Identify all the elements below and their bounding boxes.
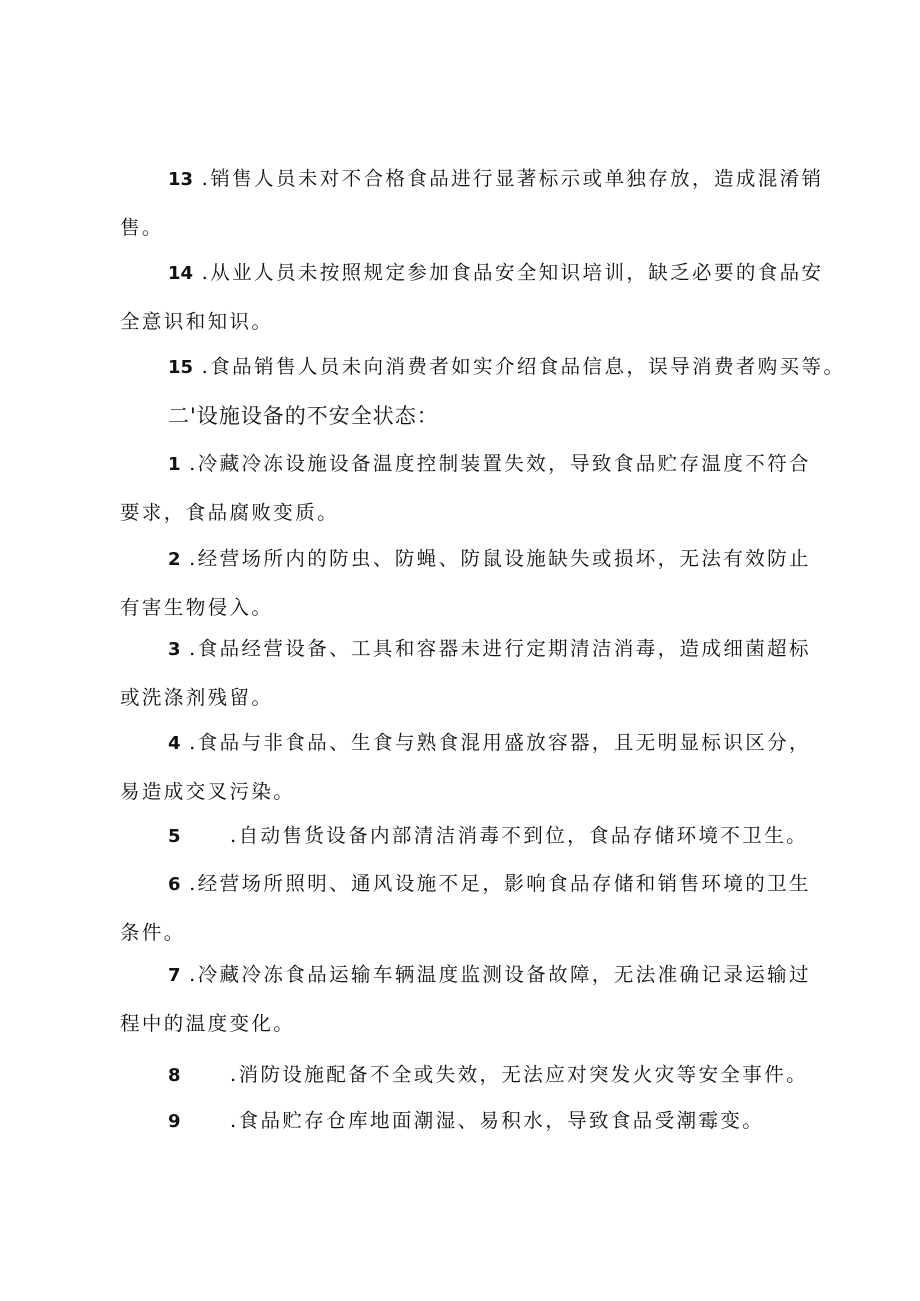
item-number: 1 [168, 454, 181, 475]
item-text-line1: .食品与非食品、生食与熟食混用盛放容器，且无明显标识区分， [180, 731, 811, 754]
list-item-14 [120, 249, 824, 346]
item-text-line1: .冷藏冷冻食品运输车辆温度监测设备故障，无法准确记录运输过 [180, 963, 811, 986]
list-item-2 [120, 535, 820, 632]
list-item-1 [120, 440, 820, 537]
item-number: 2 [168, 549, 181, 570]
item-text-line2: 要求，食品腐败变质。 [120, 501, 340, 524]
item-text-line1: .经营场所内的防虫、防蝇、防鼠设施缺失或损坏，无法有效防止 [180, 547, 811, 570]
item-number: 13 [168, 169, 194, 190]
item-text-line2: 或洗涤剂残留。 [120, 686, 274, 709]
list-item-6 [120, 860, 820, 957]
list-item-9 [120, 1097, 820, 1146]
item-number: 8 [168, 1065, 181, 1086]
item-number: 3 [168, 639, 181, 660]
item-text-line1: .自动售货设备内部清洁消毒不到位，食品存储环境不卫生。 [230, 824, 808, 847]
item-text-line1: .经营场所照明、通风设施不足，影响食品存储和销售环境的卫生 [180, 872, 811, 895]
item-number: 4 [168, 733, 181, 754]
item-text-line1: .消防设施配备不全或失效，无法应对突发火灾等安全事件。 [230, 1063, 808, 1086]
item-number: 6 [168, 874, 181, 895]
list-item-4 [120, 719, 820, 816]
item-text-line1: .食品贮存仓库地面潮湿、易积水，导致食品受潮霉变。 [230, 1109, 765, 1132]
item-text-line1: .从业人员未按照规定参加食品安全知识培训，缺乏必要的食品安 [193, 261, 824, 284]
item-text-line1: .冷藏冷冻设施设备温度控制装置失效，导致食品贮存温度不符合 [180, 452, 811, 475]
list-item-7 [120, 951, 820, 1048]
item-number: 9 [168, 1111, 181, 1132]
list-item-5 [120, 812, 820, 861]
list-item-13 [120, 155, 824, 252]
list-item-8 [120, 1051, 820, 1100]
item-number: 5 [168, 826, 181, 847]
item-text-line1: .销售人员未对不合格食品进行显著标示或单独存放，造成混淆销 [193, 167, 824, 190]
item-text-line2: 售。 [120, 216, 164, 239]
section-heading: 二'设施设备的不安全状态： [168, 404, 439, 428]
item-text-line2: 有害生物侵入。 [120, 596, 274, 619]
item-text-line2: 易造成交叉污染。 [120, 780, 296, 803]
item-text-line2: 程中的温度变化。 [120, 1012, 296, 1035]
item-text-line1: .食品销售人员未向消费者如实介绍食品信息，误导消费者购买等。 [193, 355, 846, 378]
item-number: 14 [168, 263, 194, 284]
item-number: 7 [168, 965, 181, 986]
item-number: 15 [168, 357, 194, 378]
item-text-line2: 条件。 [120, 921, 186, 944]
list-item-3 [120, 625, 820, 722]
item-text-line2: 全意识和知识。 [120, 310, 274, 333]
list-item-15 [120, 343, 846, 392]
item-text-line1: .食品经营设备、工具和容器未进行定期清洁消毒，造成细菌超标 [180, 637, 811, 660]
